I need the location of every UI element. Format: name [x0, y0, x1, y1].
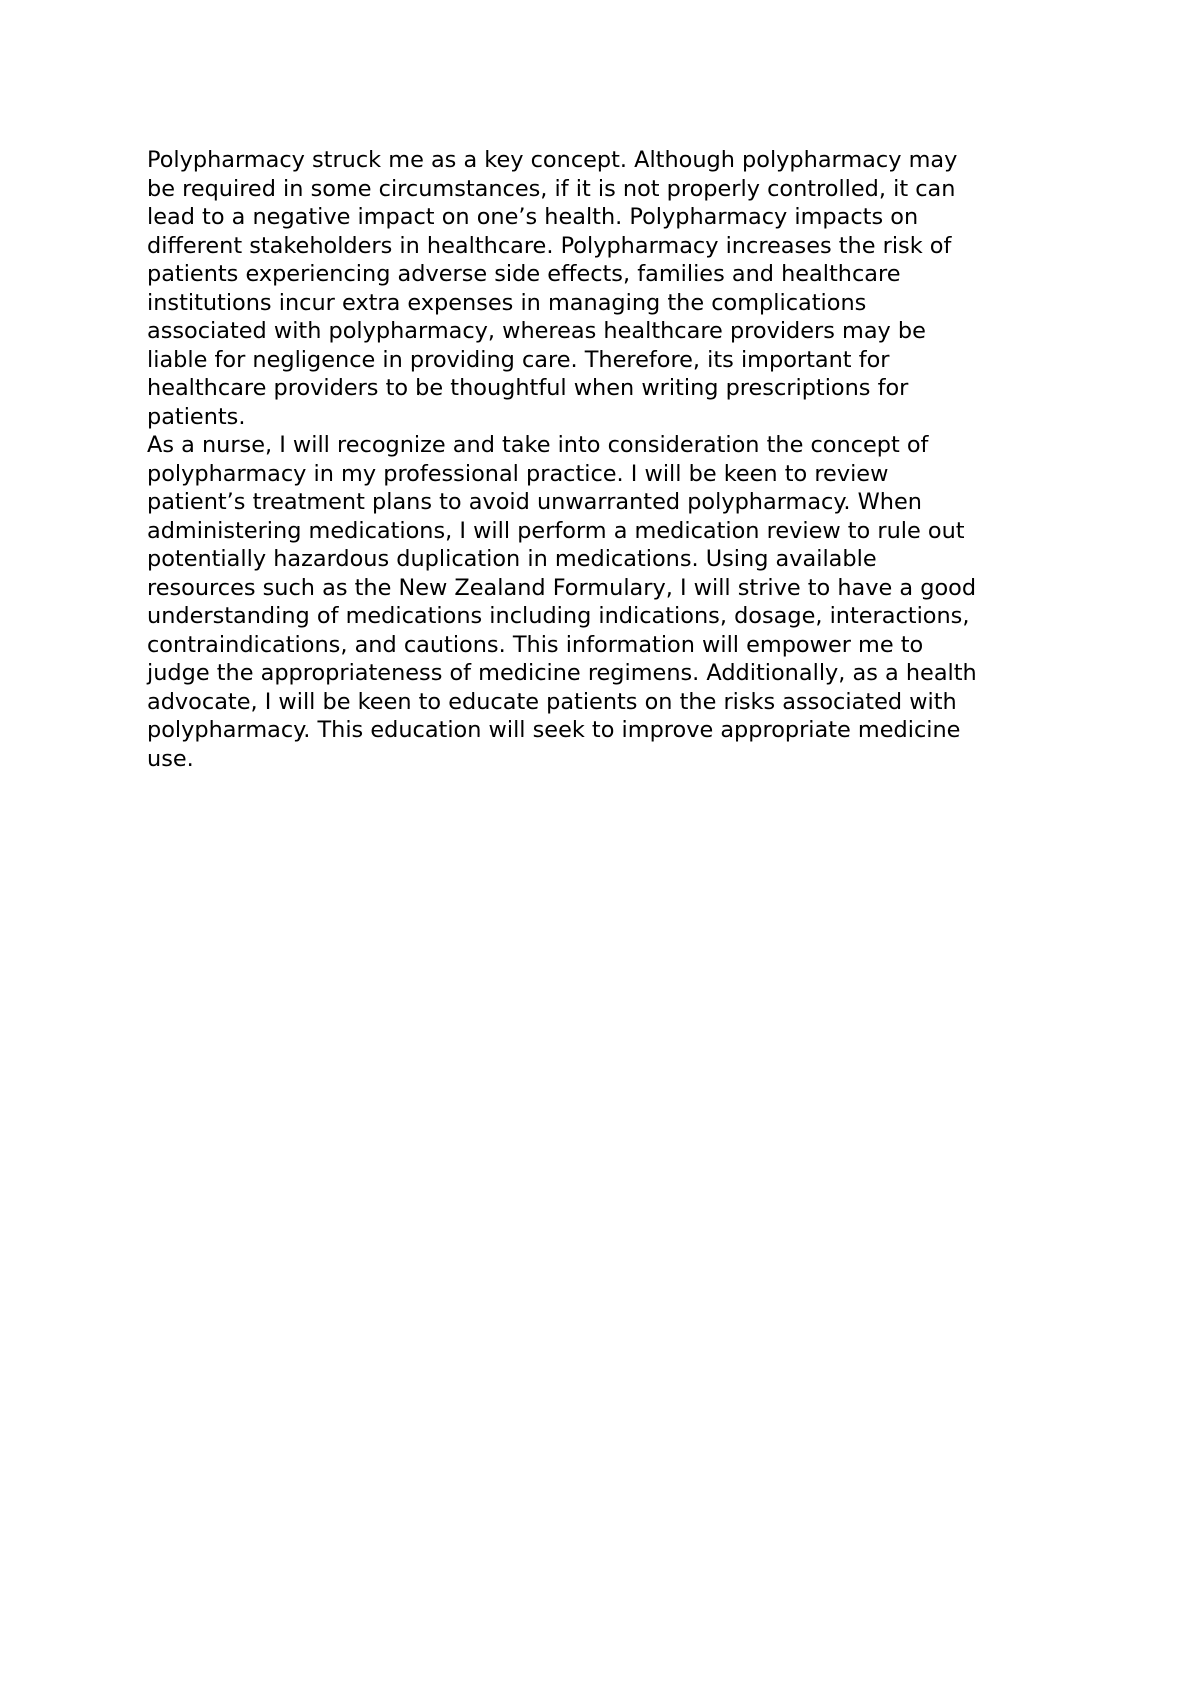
document-body	[147, 146, 1067, 773]
paragraph-polypharmacy-concept: Polypharmacy struck me as a key concept. Although polypharmacy may be required in some circumstances, if it is not properly controlled, it can lead to a negative impact on one’s health. Polypharmacy impacts on different stakeholders in healthcare. Polypharmacy increases the risk of patients experiencing adverse side effects, families and healthcare institutions incur extra expenses in managing the complications associated with polypharmacy, whereas healthcare providers may be liable for negligence in providing care. Therefore, its important for healthcare providers to be thoughtful when writing prescriptions for patients.	[147, 147, 958, 430]
paragraph-nursing-practice: As a nurse, I will recognize and take into consideration the concept of polypharmacy in my professional practice. I will be keen to review patient’s treatment plans to avoid unwarranted polypharmacy. When administering medications, I will perform a medication review to rule out potentially hazardous duplication in medications. Using available resources such as the New Zealand Formulary, I will strive to have a good understanding of medications including indications, dosage, interactions, contraindications, and cautions. This information will empower me to judge the appropriateness of medicine regimens. Additionally, as a health advocate, I will be keen to educate patients on the risks associated with polypharmacy. This education will seek to improve appropriate medicine use.	[147, 432, 977, 772]
